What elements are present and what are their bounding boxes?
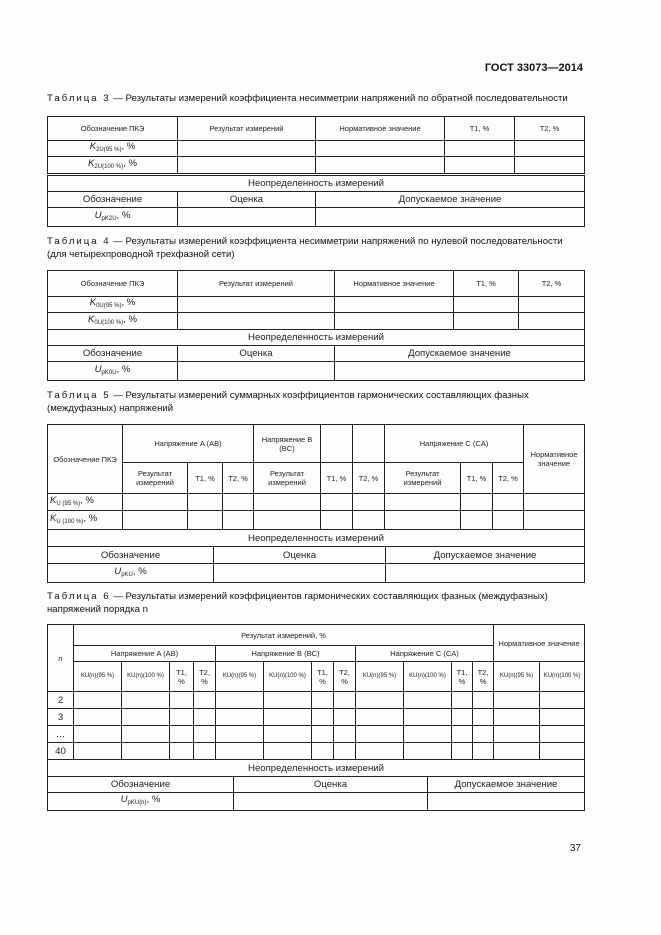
table5-u-col-estimate: Оценка [214,547,386,564]
table4-caption-text: — Результаты измерений коэффициента несимметрии напряжений по нулевой последовательности (для четырехпроводной трехфазной сети) [47,236,563,260]
table6-sub-k100: KU(n)(100 %) [122,662,170,692]
table5-cell [214,564,386,583]
table4-u-col-allowed: Допускаемое значение [335,346,585,362]
table-row [48,743,585,760]
table5-cell [223,494,254,511]
table4-cell [519,313,585,330]
table6-cell [216,726,264,743]
table6-cell [540,709,585,726]
table6-col-norm: Нормативное значение [494,625,585,662]
table6-cell [404,692,452,709]
table3-uncertainty-title: Неопределенность измерений [48,176,585,192]
table4-row1-label: $K_{0U(95 \%)}$, % [48,297,178,313]
table3-cell [316,208,585,227]
table3-u-symbol: $U_{pK2U}$, % [48,208,178,227]
table5-cell [123,511,188,530]
table6-group-c: Напряжение C (CA) [356,646,494,662]
table3-col-t1: T1, % [445,117,515,141]
table-row [48,157,585,174]
table6-cell [312,743,334,760]
table-row [48,313,585,330]
table6-cell [494,726,540,743]
table6-cell [494,692,540,709]
table5-sub-t2-c: T2, % [493,463,524,494]
table6-cell [312,692,334,709]
table4-caption-head: Таблица 4 [47,236,111,247]
table6-u-col-designation: Обозначение [48,777,234,793]
table6-cell [540,692,585,709]
table6-cell [234,793,428,811]
table6-cell [334,743,356,760]
table4-cell [454,297,519,313]
table-row [48,511,585,530]
table3-uncertainty [47,175,585,227]
table4-col-t2: T2, % [519,271,585,297]
table3-cell [316,157,445,174]
table5-sub-t2-b: T2, % [353,463,385,494]
table6-cell [264,709,312,726]
table5-group-b: Напряжение B (BC) [254,425,321,463]
table3-col-pke: Обозначение ПКЭ [48,117,178,141]
table4-cell [335,362,585,381]
table6-caption [47,590,584,616]
table3-col-norm: Нормативное значение [316,117,445,141]
table6-sub-t1: T1, % [452,662,473,692]
table6-cell [74,709,122,726]
table6-cell [264,692,312,709]
table6-cell [473,692,494,709]
table5-sub-result-c: Результат измерений [385,463,461,494]
table4-col-t1: T1, % [454,271,519,297]
table5-sub-t2-a: T2, % [223,463,254,494]
table4-col-result: Результат измерений [178,271,335,297]
table6-cell [494,743,540,760]
table3 [47,116,585,174]
table6-cell [334,692,356,709]
table6-cell [473,726,494,743]
table6-sub-k100: KU(n)(100 %) [264,662,312,692]
table4-cell [178,297,335,313]
table6-cell [194,726,216,743]
table5-cell [385,494,461,511]
table5-cell [321,511,353,530]
table5-caption-text: — Результаты измерений суммарных коэффициентов гармонических составляющих фазных (междуфазных) напряжений [47,390,529,414]
table5-cell [385,511,461,530]
table3-caption-text: — Результаты измерений коэффициента несимметрии напряжений по обратной последовательности [110,93,568,104]
table3-cell [515,141,585,157]
table3-row2-label: $K_{2U(100 \%)}$, % [48,157,178,174]
table5-sub-t1-a: T1, % [188,463,223,494]
standard-header: ГОСТ 33073—2014 [484,62,583,74]
table6-cell [452,726,473,743]
table6 [47,624,585,760]
table6-cell [122,743,170,760]
table-row [48,141,585,157]
table6-caption-text: — Результаты измерений коэффициентов гармонических составляющих фазных (междуфазных) напряжений порядка n [47,591,548,615]
table3-caption [47,92,584,105]
table6-cell [494,709,540,726]
table3-col-t2: T2, % [515,117,585,141]
table6-cell [428,793,585,811]
table5-cell [353,494,385,511]
table6-cell [216,709,264,726]
table5-uncertainty [47,529,585,583]
table4-cell [454,313,519,330]
table6-u-col-estimate: Оценка [234,777,428,793]
table-row [48,709,585,726]
table5-cell [188,494,223,511]
table6-cell [404,709,452,726]
table6-cell [356,726,404,743]
table6-sub-t2: T2, % [194,662,216,692]
table6-sub-k95: KU(n)(95 %) [356,662,404,692]
table3-row1-label: $K_{2U(95 \%)}$, % [48,141,178,157]
table3-header-row [48,117,585,141]
table4-u-col-estimate: Оценка [178,346,335,362]
table6-sub-k95: KU(n)(95 %) [74,662,122,692]
table6-norm-k100: KU(n)(100 %) [540,662,585,692]
table6-cell [170,743,194,760]
table6-cell [74,692,122,709]
table5-u-symbol: $U_{pKU}$, % [48,564,214,583]
table6-norm-k95: KU(n)(95 %) [494,662,540,692]
table5-cell [353,425,385,463]
table6-cell [404,743,452,760]
table5-cell [254,511,321,530]
table6-cell [122,709,170,726]
table3-cell [515,157,585,174]
table3-cell [445,157,515,174]
table4-u-symbol: $U_{pK0U}$, % [48,362,178,381]
table6-uncertainty-title: Неопределенность измерений [48,760,585,777]
table5-cell [461,494,493,511]
table4-uncertainty [47,329,585,381]
table5-sub-result-b: Результат измерений [254,463,321,494]
table6-cell [452,743,473,760]
table6-uncertainty [47,759,585,811]
table5-sub-t1-c: T1, % [461,463,493,494]
page-number: 37 [569,843,581,854]
table4-uncertainty-title: Неопределенность измерений [48,330,585,346]
table6-cell [473,743,494,760]
table6-caption-head: Таблица 6 [47,591,111,602]
table6-cell [452,709,473,726]
table6-sub-k95: KU(n)(95 %) [216,662,264,692]
table4-cell [335,297,454,313]
table5-uncertainty-title: Неопределенность измерений [48,530,585,547]
table4-col-pke: Обозначение ПКЭ [48,271,178,297]
table5-cell [524,494,585,511]
table5-cell [123,494,188,511]
table6-cell [194,692,216,709]
table6-cell [312,726,334,743]
table6-cell [170,726,194,743]
table5-u-col-allowed: Допускаемое значение [386,547,585,564]
table3-u-col-allowed: Допускаемое значение [316,192,585,208]
table5-cell [524,511,585,530]
table5-cell [321,425,353,463]
table4-cell [335,313,454,330]
table4-u-col-designation: Обозначение [48,346,178,362]
table5-col-norm: Нормативное значение [524,425,585,494]
table5 [47,424,585,530]
table6-sub-t1: T1, % [312,662,334,692]
table3-cell [178,141,316,157]
table6-cell [170,692,194,709]
table6-cell [194,743,216,760]
table6-cell [540,743,585,760]
table4-cell [519,297,585,313]
table3-cell [178,157,316,174]
table6-u-symbol: $U_{pKU(n)}$, % [48,793,234,811]
table6-cell [74,743,122,760]
table5-cell [188,511,223,530]
table-row [48,494,585,511]
table6-sub-k100: KU(n)(100 %) [404,662,452,692]
table4-cell [178,313,335,330]
table-row [48,297,585,313]
table5-u-col-designation: Обозначение [48,547,214,564]
table5-cell [493,511,524,530]
table5-cell [321,494,353,511]
table5-cell [353,511,385,530]
table6-cell [404,726,452,743]
table6-cell [122,692,170,709]
table6-cell [194,709,216,726]
table5-group-c: Напряжение C (CA) [385,425,524,463]
table3-u-col-designation: Обозначение [48,192,178,208]
table3-cell [178,208,316,227]
table5-cell [493,494,524,511]
table5-row1-label: $K_{U (95 \%)}$, % [48,494,123,511]
table3-cell [445,141,515,157]
table6-cell [74,726,122,743]
table6-row-n: 2 [48,692,74,709]
table3-cell [316,141,445,157]
table5-cell [386,564,585,583]
table6-cell [216,692,264,709]
table6-cell [334,709,356,726]
table3-caption-head: Таблица 3 [47,93,111,104]
table3-col-result: Результат измерений [178,117,316,141]
table6-cell [334,726,356,743]
table5-caption [47,389,584,415]
table5-sub-t1-b: T1, % [321,463,353,494]
table-row [48,692,585,709]
table-row [48,726,585,743]
table4-row2-label: $K_{0U(100 \%)}$, % [48,313,178,330]
table5-cell [461,511,493,530]
table6-sub-t1: T1, % [170,662,194,692]
table6-cell [216,743,264,760]
table6-result-header: Результат измерений, % [74,625,494,646]
table6-group-b: Напряжение B (BC) [216,646,356,662]
table4-col-norm: Нормативное значение [335,271,454,297]
table6-cell [264,743,312,760]
table6-cell [264,726,312,743]
table6-col-n: n [48,625,74,692]
table6-cell [312,709,334,726]
table6-row-n: 3 [48,709,74,726]
table6-cell [356,692,404,709]
table6-u-col-allowed: Допускаемое значение [428,777,585,793]
table5-cell [223,511,254,530]
table6-cell [122,726,170,743]
table5-col-pke: Обозначение ПКЭ [48,425,123,494]
table6-sub-t2: T2, % [334,662,356,692]
table6-cell [356,709,404,726]
table5-row2-label: $K_{U (100 \%)}$, % [48,511,123,530]
table5-cell [254,494,321,511]
table5-group-a: Напряжение A (AB) [123,425,254,463]
table5-caption-head: Таблица 5 [47,390,111,401]
table6-cell [540,726,585,743]
table4-caption [47,235,584,261]
table6-cell [356,743,404,760]
table6-row-n: … [48,726,74,743]
table6-cell [473,709,494,726]
table6-cell [170,709,194,726]
table6-sub-t2: T2, % [473,662,494,692]
table6-row-n: 40 [48,743,74,760]
table4 [47,270,585,330]
table4-cell [178,362,335,381]
table3-u-col-estimate: Оценка [178,192,316,208]
table6-group-a: Напряжение A (AB) [74,646,216,662]
table5-sub-result-a: Результат измерений [123,463,188,494]
table6-cell [452,692,473,709]
